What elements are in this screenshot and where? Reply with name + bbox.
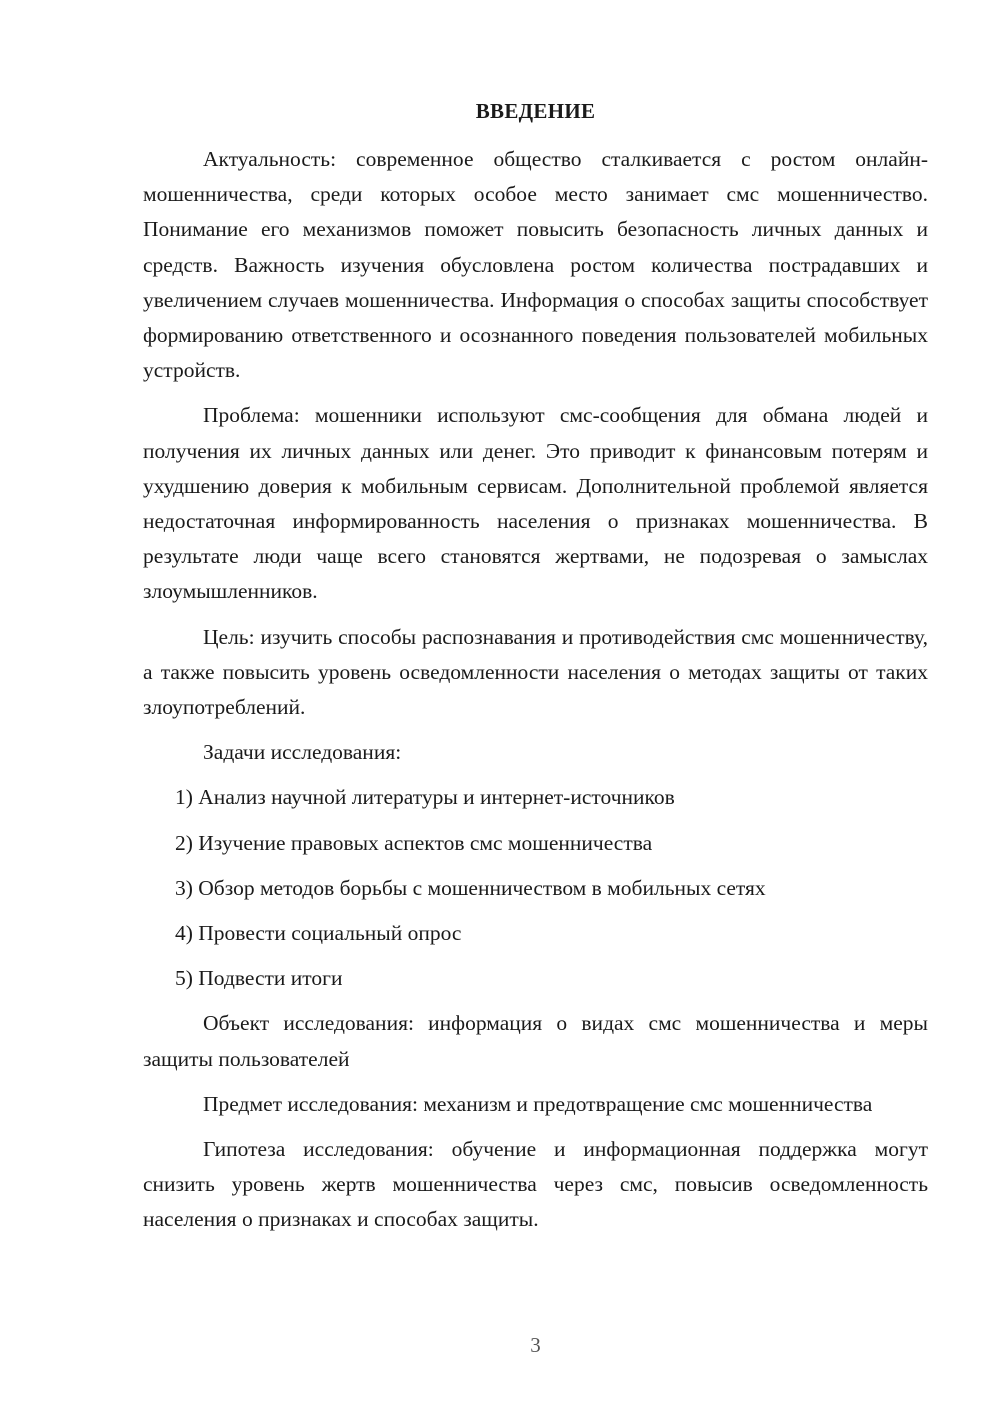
goal-paragraph: Цель: изучить способы распознавания и противодействия смс мошенничеству, а также повысить уровень осведомленности населения о методах защиты от таких злоупотреблений. xyxy=(143,624,928,720)
problem-paragraph: Проблема: мошенники используют смс-сообщения для обмана людей и получения их личных данных или денег. Это приводит к финансовым потерям и ухудшению доверия к мобильным сервисам. Дополнительной проблемой является недостаточная информированность населения о признаках мошенничества. В результате люди чаще всего становятся жертвами, не подозревая о замыслах злоумышленников. xyxy=(143,403,928,604)
task-item: 4) Провести социальный опрос xyxy=(175,921,462,946)
hypothesis-paragraph: Гипотеза исследования: обучение и информационная поддержка могут снизить уровень жертв мошенничества через смс, повысив осведомленность населения о признаках и способах защиты. xyxy=(143,1137,928,1232)
relevance-paragraph: Актуальность: современное общество сталкивается с ростом онлайн-мошенничества, среди которых особое место занимает смс мошенничество. Понимание его механизмов поможет повысить безопасность личных данных и средств. Важность изучения обусловлена ростом количества пострадавших и увеличением случаев мошенничества. Информация о способах защиты способствует формированию ответственного и осознанного поведения пользователей мобильных устройств. xyxy=(143,147,928,383)
document-page xyxy=(143,0,928,1414)
page-number: 3 xyxy=(530,1333,541,1357)
page-title: ВВЕДЕНИЕ xyxy=(475,99,596,123)
task-item: 2) Изучение правовых аспектов смс мошенничества xyxy=(175,830,653,855)
document-body xyxy=(143,142,928,1238)
task-item: 3) Обзор методов борьбы с мошенничеством в мобильных сетях xyxy=(175,875,766,900)
task-item: 1) Анализ научной литературы и интернет-источников xyxy=(175,785,675,810)
task-item: 5) Подвести итоги xyxy=(175,966,343,991)
object-paragraph: Объект исследования: информация о видах смс мошенничества и меры защиты пользователей xyxy=(143,1011,928,1071)
tasks-heading: Задачи исследования: xyxy=(203,740,402,765)
subject-paragraph: Предмет исследования: механизм и предотвращение смс мошенничества xyxy=(203,1091,873,1116)
